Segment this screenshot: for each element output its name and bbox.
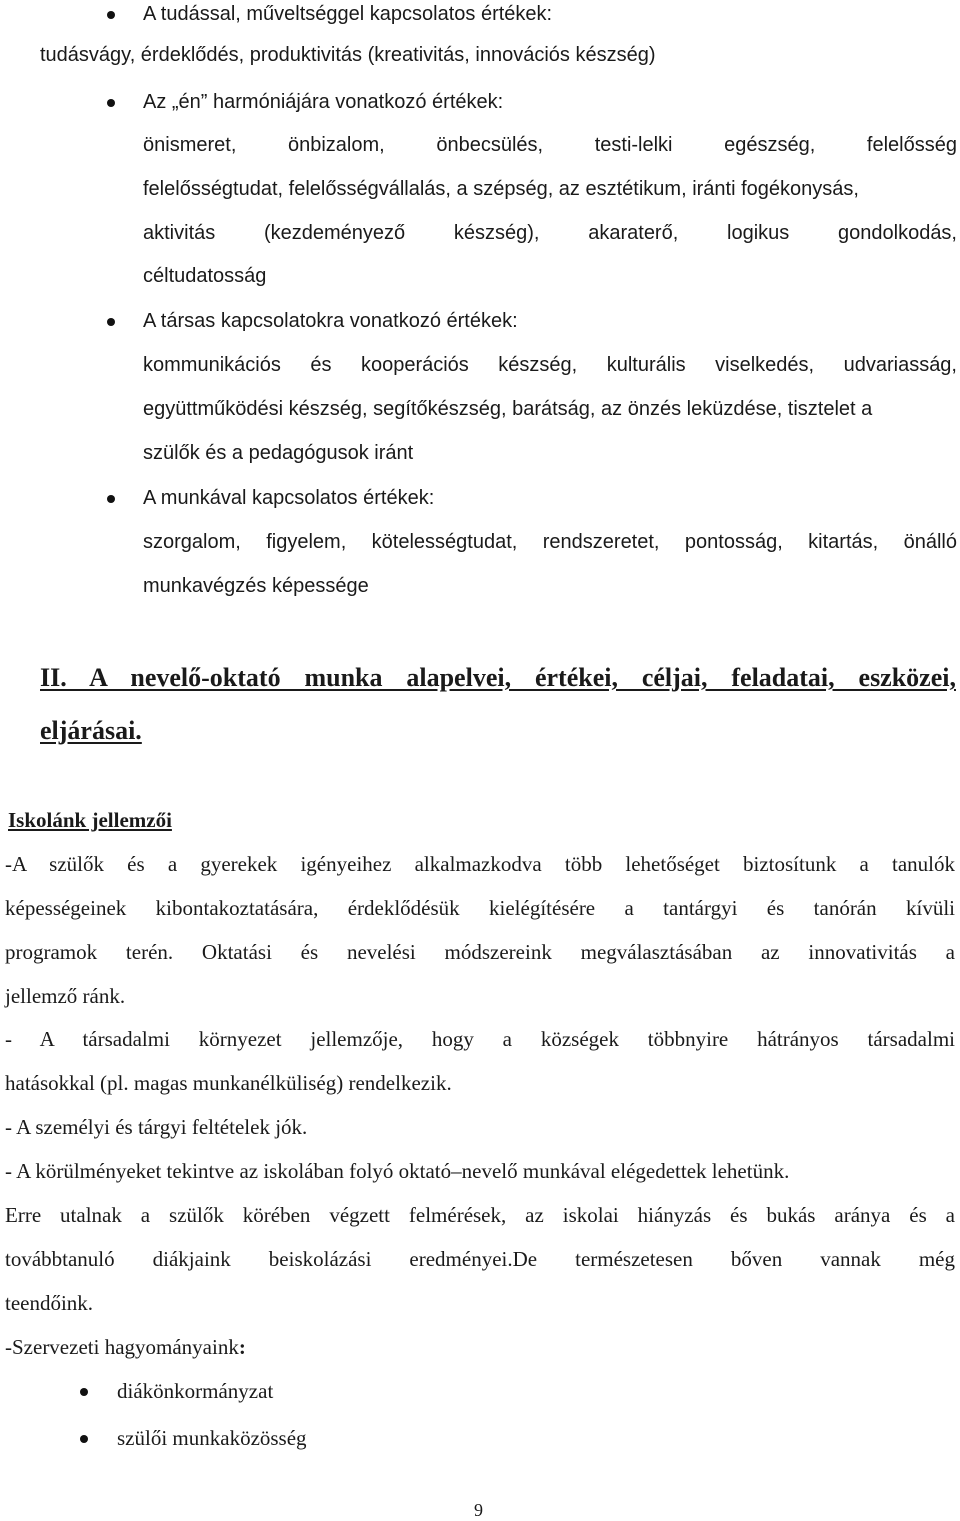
bullet-icon bbox=[107, 11, 115, 19]
group-title-knowledge: A tudással, műveltséggel kapcsolatos értékek: bbox=[143, 3, 553, 25]
traditions-label-text: -Szervezeti hagyományaink bbox=[5, 1335, 239, 1359]
page-number: 9 bbox=[474, 1500, 483, 1520]
group-line: tudásvágy, érdeklődés, produktivitás (kreativitás, innovációs készség) bbox=[40, 44, 656, 66]
paragraph-line: -A szülők és a gyerekek igényeihez alkalmazkodva több lehetőséget biztosítunk a tanulók bbox=[5, 852, 955, 876]
section-subheading: Iskolánk jellemzői bbox=[8, 808, 172, 832]
tradition-item: szülői munkaközösség bbox=[117, 1426, 307, 1450]
paragraph-line: jellemző ránk. bbox=[5, 984, 126, 1008]
group-line: céltudatosság bbox=[143, 265, 267, 287]
group-title-self: Az „én” harmóniájára vonatkozó értékek: bbox=[143, 91, 504, 113]
group-line: felelősségtudat, felelősségvállalás, a szépség, az esztétikum, iránti fogékonysás, bbox=[143, 178, 859, 200]
bullet-icon bbox=[107, 99, 115, 107]
group-line: szorgalom, figyelem, kötelességtudat, rendszeretet, pontosság, kitartás, önálló bbox=[143, 531, 957, 553]
chapter-heading-line1: II. A nevelő-oktató munka alapelvei, értékei, céljai, feladatai, eszközei, bbox=[40, 663, 956, 692]
paragraph-line: hatásokkal (pl. magas munkanélküliség) rendelkezik. bbox=[5, 1071, 452, 1095]
group-line: szülők és a pedagógusok iránt bbox=[143, 442, 414, 464]
paragraph-line: - A körülményeket tekintve az iskolában folyó oktató–nevelő munkával elégedettek lehetünk. bbox=[5, 1159, 790, 1183]
group-title-work: A munkával kapcsolatos értékek: bbox=[143, 487, 435, 509]
group-line: együttműködési készség, segítőkészség, barátság, az önzés leküzdése, tisztelet a bbox=[143, 398, 873, 420]
group-line: aktivitás (kezdeményező készség), akaraterő, logikus gondolkodás, bbox=[143, 222, 957, 244]
group-line: kommunikációs és kooperációs készség, kulturális viselkedés, udvariasság, bbox=[143, 354, 957, 376]
group-line: munkavégzés képessége bbox=[143, 575, 369, 597]
paragraph-line: teendőink. bbox=[5, 1291, 94, 1315]
tradition-item: diákönkormányzat bbox=[117, 1379, 274, 1403]
bullet-icon bbox=[107, 495, 115, 503]
traditions-label bbox=[5, 1333, 246, 1361]
paragraph-line: programok terén. Oktatási és nevelési módszereink megválasztásában az innovativitás a bbox=[5, 940, 955, 964]
paragraph-line: Erre utalnak a szülők körében végzett felmérések, az iskolai hiányzás és bukás aránya és a bbox=[5, 1203, 955, 1227]
paragraph-line: képességeinek kibontakoztatására, érdeklődésük kielégítésére a tantárgyi és tanórán kívüli bbox=[5, 896, 955, 920]
paragraph-line: - A személyi és tárgyi feltételek jók. bbox=[5, 1115, 308, 1139]
bullet-icon bbox=[80, 1435, 88, 1443]
chapter-heading-line2: eljárásai. bbox=[40, 716, 142, 745]
paragraph-line: továbbtanuló diákjaink beiskolázási eredményei.De természetesen bőven vannak még bbox=[5, 1247, 955, 1271]
bullet-icon bbox=[107, 318, 115, 326]
group-line: önismeret, önbizalom, önbecsülés, testi-lelki egészség, felelősség bbox=[143, 134, 957, 156]
group-title-social: A társas kapcsolatokra vonatkozó értékek: bbox=[143, 310, 518, 332]
bullet-icon bbox=[80, 1388, 88, 1396]
traditions-label-colon: : bbox=[238, 1335, 246, 1359]
paragraph-line: - A társadalmi környezet jellemzője, hogy a községek többnyire hátrányos társadalmi bbox=[5, 1027, 955, 1051]
